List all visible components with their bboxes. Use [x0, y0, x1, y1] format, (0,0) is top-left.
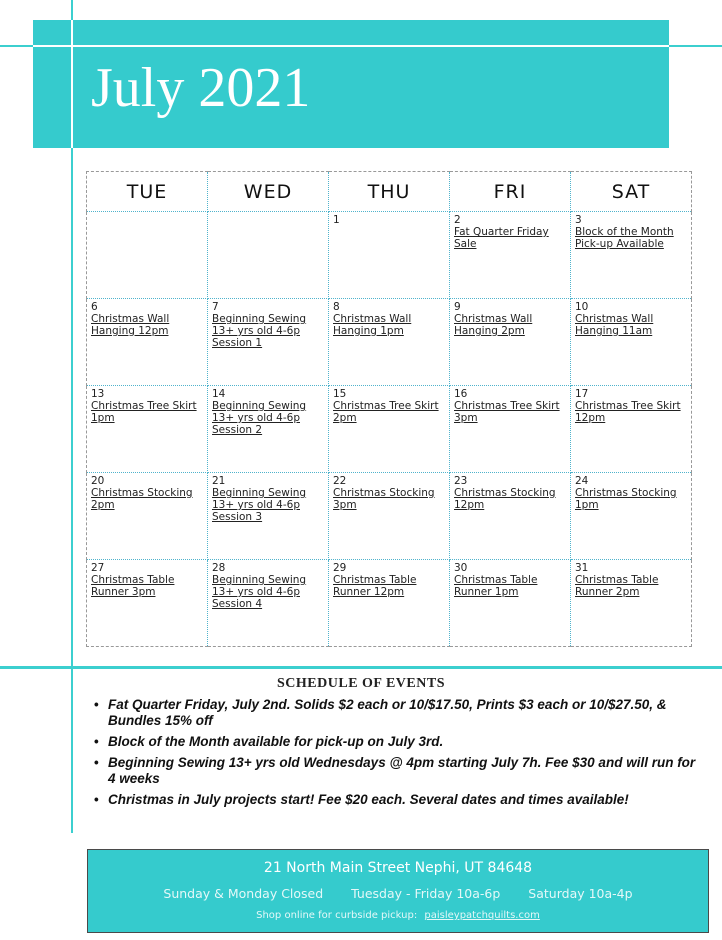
day-number: 27 [91, 562, 105, 574]
day-cell [87, 560, 208, 647]
title-banner [33, 20, 669, 148]
hours-closed: Sunday & Monday Closed [163, 886, 324, 901]
schedule-item: • Christmas in July projects start! Fee $20 each. Several dates and times available! [94, 792, 704, 808]
day-number: 29 [333, 562, 347, 574]
event-link[interactable]: Christmas Tree Skirt 1pm [91, 400, 197, 424]
day-number: 30 [454, 562, 468, 574]
day-header: WED [208, 172, 329, 212]
day-number: 21 [212, 475, 226, 487]
day-number: 6 [91, 301, 98, 313]
event-link[interactable]: Christmas Stocking 3pm [333, 487, 435, 511]
day-header: FRI [450, 172, 571, 212]
day-number: 13 [91, 388, 105, 400]
day-cell [450, 560, 571, 647]
day-cell [329, 212, 450, 299]
event-link[interactable]: Christmas Table Runner 3pm [91, 574, 175, 598]
event-link[interactable]: Beginning Sewing 13+ yrs old 4-6p Session 1 [212, 313, 307, 349]
banner-vertical-rule [71, 20, 73, 148]
day-cell [571, 212, 692, 299]
page-title: July 2021 [91, 57, 311, 119]
day-number: 24 [575, 475, 589, 487]
calendar-week [87, 386, 692, 473]
schedule-item: • Block of the Month available for pick-up on July 3rd. [94, 734, 704, 750]
day-cell [87, 299, 208, 386]
day-number: 9 [454, 301, 461, 313]
event-link[interactable]: Christmas Table Runner 12pm [333, 574, 417, 598]
day-number: 22 [333, 475, 347, 487]
day-cell [87, 386, 208, 473]
day-number: 8 [333, 301, 340, 313]
day-cell [329, 299, 450, 386]
footer-box [87, 849, 709, 933]
calendar-grid [86, 171, 692, 647]
event-link[interactable]: Christmas Tree Skirt 12pm [575, 400, 681, 424]
event-link[interactable]: Beginning Sewing 13+ yrs old 4-6p Session 3 [212, 487, 307, 523]
schedule-item: • Beginning Sewing 13+ yrs old Wednesdays @ 4pm starting July 7h. Fee $30 and will run for 4 weeks [94, 755, 704, 787]
day-number: 1 [333, 214, 340, 226]
schedule-list [94, 697, 704, 813]
event-link[interactable]: Christmas Wall Hanging 1pm [333, 313, 412, 337]
event-link[interactable]: Fat Quarter Friday Sale [454, 226, 549, 250]
event-link[interactable]: Christmas Tree Skirt 3pm [454, 400, 560, 424]
day-number: 16 [454, 388, 468, 400]
day-number: 28 [212, 562, 226, 574]
day-cell [571, 560, 692, 647]
day-number: 15 [333, 388, 347, 400]
day-number: 7 [212, 301, 219, 313]
day-cell [208, 473, 329, 560]
day-cell [208, 560, 329, 647]
store-hours [88, 886, 708, 901]
day-cell [208, 212, 329, 299]
day-cell [450, 386, 571, 473]
event-link[interactable]: Christmas Stocking 2pm [91, 487, 193, 511]
day-number: 14 [212, 388, 226, 400]
event-link[interactable]: Christmas Stocking 1pm [575, 487, 677, 511]
calendar-week [87, 299, 692, 386]
day-cell [329, 386, 450, 473]
day-number: 17 [575, 388, 589, 400]
event-link[interactable]: Beginning Sewing 13+ yrs old 4-6p Session 4 [212, 574, 307, 610]
calendar-header-row [87, 172, 692, 212]
day-number: 2 [454, 214, 461, 226]
day-cell [571, 386, 692, 473]
event-link[interactable]: Christmas Wall Hanging 2pm [454, 313, 533, 337]
calendar-week [87, 212, 692, 299]
event-link[interactable]: Christmas Stocking 12pm [454, 487, 556, 511]
event-link[interactable]: Christmas Wall Hanging 12pm [91, 313, 170, 337]
day-cell [329, 473, 450, 560]
event-link[interactable]: Christmas Tree Skirt 2pm [333, 400, 439, 424]
day-cell [450, 299, 571, 386]
day-cell [87, 212, 208, 299]
day-cell [450, 473, 571, 560]
calendar-week [87, 560, 692, 647]
day-header: THU [329, 172, 450, 212]
hours-weekday: Tuesday - Friday 10a-6p [351, 886, 501, 901]
shop-online-text: Shop online for curbside pickup: [256, 910, 418, 921]
day-cell [450, 212, 571, 299]
website-link[interactable]: paisleypatchquilts.com [424, 910, 540, 921]
day-cell [571, 473, 692, 560]
store-address: 21 North Main Street Nephi, UT 84648 [263, 860, 533, 876]
day-cell [208, 386, 329, 473]
day-number: 20 [91, 475, 105, 487]
schedule-item: • Fat Quarter Friday, July 2nd. Solids $2 each or 10/$17.50, Prints $3 each or 10/$27.50, & Bundles 15% off [94, 697, 704, 729]
section-divider [0, 666, 722, 669]
day-number: 3 [575, 214, 582, 226]
day-number: 10 [575, 301, 589, 313]
schedule-heading: SCHEDULE OF EVENTS [277, 676, 445, 691]
day-cell [329, 560, 450, 647]
calendar-week [87, 473, 692, 560]
event-link[interactable]: Block of the Month Pick-up Available [575, 226, 674, 250]
day-cell [208, 299, 329, 386]
banner-horizontal-rule [33, 45, 669, 47]
day-header: SAT [571, 172, 692, 212]
event-link[interactable]: Christmas Table Runner 1pm [454, 574, 538, 598]
shop-online [88, 910, 708, 921]
event-link[interactable]: Beginning Sewing 13+ yrs old 4-6p Session 2 [212, 400, 307, 436]
day-number: 23 [454, 475, 468, 487]
day-number: 31 [575, 562, 589, 574]
day-cell [87, 473, 208, 560]
day-cell [571, 299, 692, 386]
hours-saturday: Saturday 10a-4p [528, 886, 633, 901]
event-link[interactable]: Christmas Table Runner 2pm [575, 574, 659, 598]
event-link[interactable]: Christmas Wall Hanging 11am [575, 313, 654, 337]
day-header: TUE [87, 172, 208, 212]
